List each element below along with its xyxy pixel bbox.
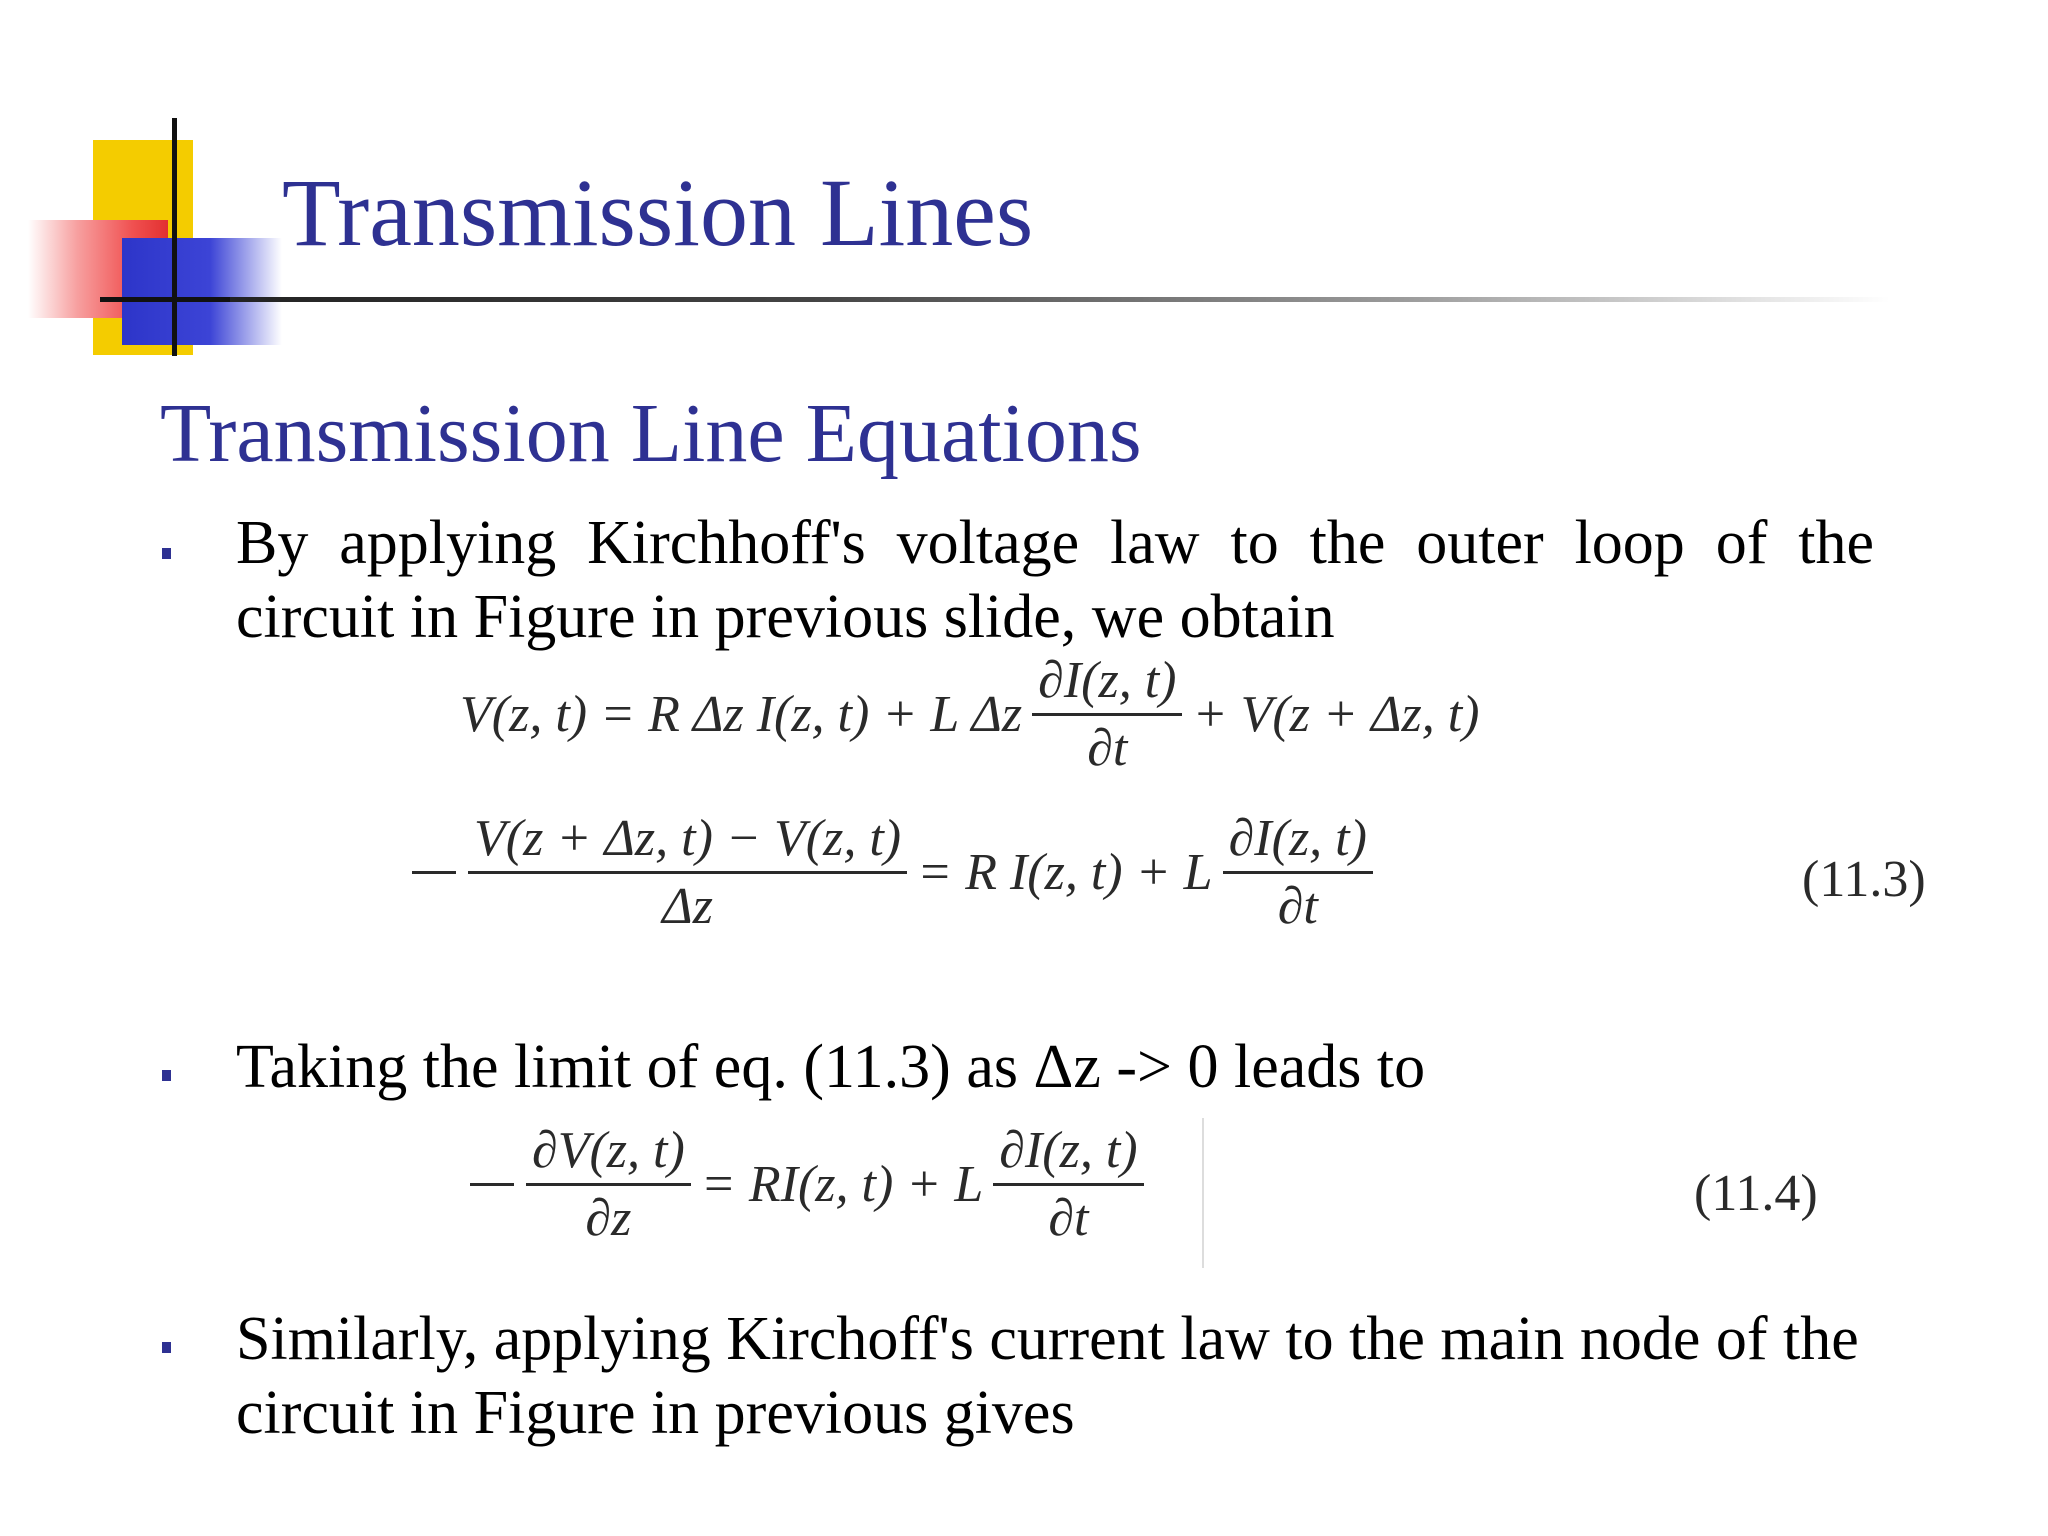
eq3-frac2-denominator: ∂t (1048, 1190, 1089, 1248)
eq2-frac2-denominator: ∂t (1277, 878, 1318, 936)
equation-11-3 (412, 810, 1383, 935)
eq2-minus-sign (412, 871, 456, 874)
eq3-frac2-numerator: ∂I(z, t) (993, 1122, 1143, 1186)
slide-title: Transmission Lines (282, 159, 1034, 266)
eq2-frac1-denominator: Δz (662, 878, 713, 936)
bullet-marker (162, 1342, 171, 1353)
eq1-rhs: + V(z + Δz, t) (1192, 686, 1480, 744)
eq2-fraction-right (1223, 810, 1373, 935)
eq3-middle: = RI(z, t) + L (700, 1156, 984, 1214)
bullet-text-2: Taking the limit of eq. (11.3) as Δz -> 0 leads to (236, 1033, 1426, 1101)
logo-blue-block (122, 238, 282, 345)
eq2-fraction-left (468, 810, 907, 935)
equation-11-4 (470, 1122, 1154, 1247)
eq3-frac1-denominator: ∂z (585, 1190, 632, 1248)
bullet-text-3: Similarly, applying Kirchoff's current law to the main node of the circuit in Figure in previous gives (236, 1305, 1859, 1447)
eq3-fraction-left (526, 1122, 691, 1247)
scan-artifact-line (1202, 1118, 1204, 1268)
equation-number-11-3: (11.3) (1802, 851, 1926, 908)
bullet-text-1: By applying Kirchhoff's voltage law to the outer loop of the circuit in Figure in previous slide, we obtain (236, 509, 1874, 651)
bullet-marker (162, 548, 171, 559)
eq1-frac-denominator: ∂t (1087, 720, 1128, 778)
eq2-middle: = R I(z, t) + L (917, 844, 1213, 902)
eq2-frac2-numerator: ∂I(z, t) (1223, 810, 1373, 874)
slide-subtitle: Transmission Line Equations (160, 387, 1142, 480)
eq3-fraction-right (993, 1122, 1143, 1247)
eq3-minus-sign (470, 1183, 514, 1186)
eq3-frac1-numerator: ∂V(z, t) (526, 1122, 691, 1186)
eq2-frac1-numerator: V(z + Δz, t) − V(z, t) (468, 810, 907, 874)
equation-number-11-4: (11.4) (1694, 1165, 1818, 1222)
eq1-fraction (1032, 652, 1182, 777)
title-underline (230, 297, 1890, 302)
bullet-marker (162, 1070, 171, 1081)
logo-vertical-line (172, 118, 177, 356)
eq1-lhs: V(z, t) = R Δz I(z, t) + L Δz (460, 686, 1023, 744)
eq1-frac-numerator: ∂I(z, t) (1032, 652, 1182, 716)
equation-kvl (460, 652, 1480, 777)
